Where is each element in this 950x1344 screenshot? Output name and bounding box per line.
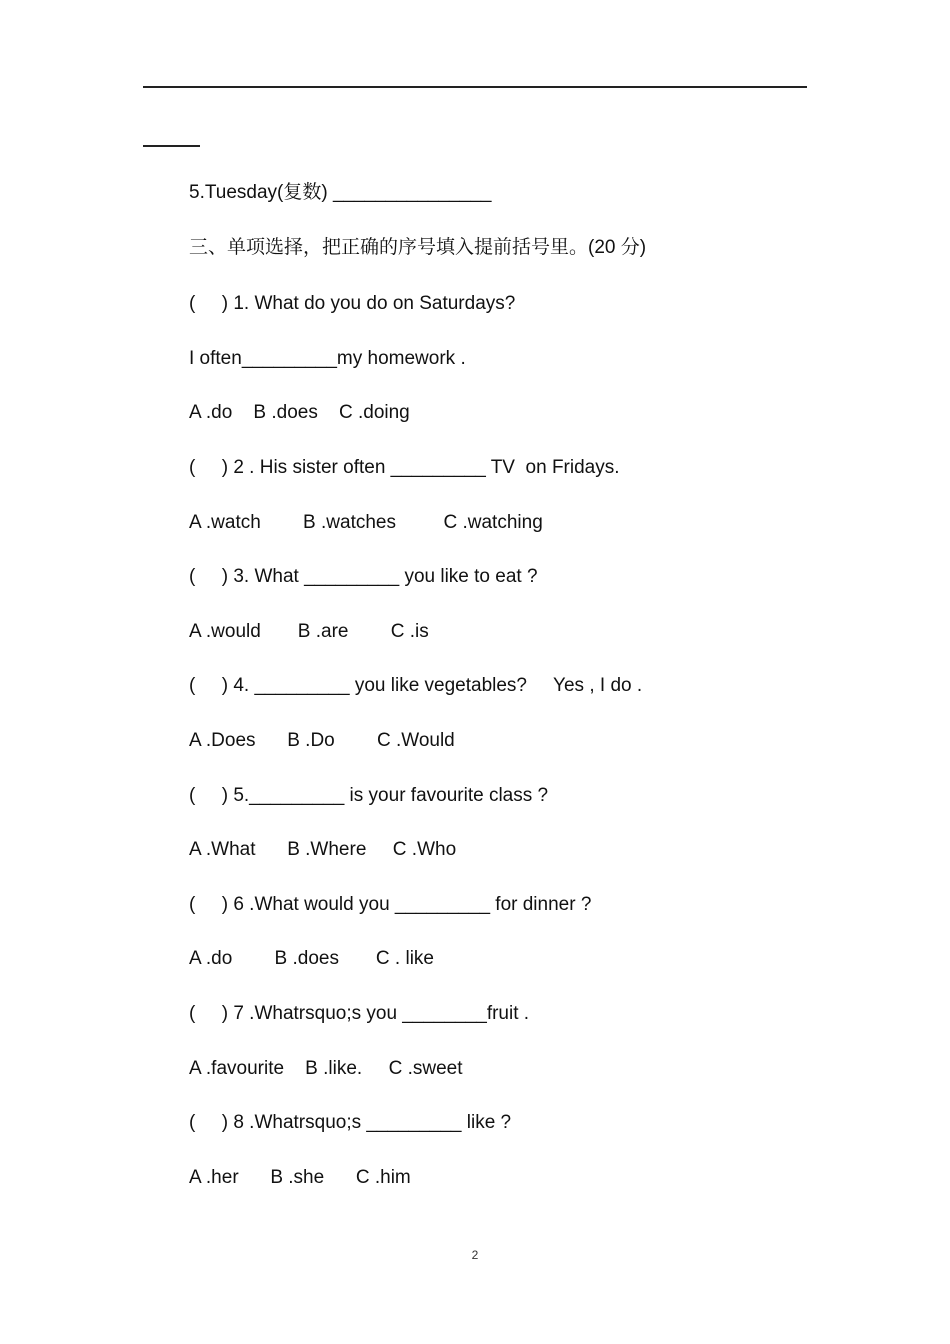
question-4-options: A .Does B .Do C .Would [189,730,455,751]
question-6-options: A .do B .does C . like [189,948,434,969]
page-number: 2 [471,1248,479,1262]
answer-line-continuation [143,145,200,147]
question-3-options: A .would B .are C .is [189,621,429,642]
question-8: ( ) 8 .Whatrsquo;s _________ like ? [189,1112,512,1133]
fill-item-5: 5.Tuesday(复数) _______________ [189,182,492,203]
question-1-answer-line: I often_________my homework . [189,348,466,369]
question-2: ( ) 2 . His sister often _________ TV on Fridays. [189,457,620,478]
answer-line [143,86,807,88]
question-5-options: A .What B .Where C .Who [189,839,457,860]
question-7: ( ) 7 .Whatrsquo;s you ________fruit . [189,1003,530,1024]
section-heading: 三、单项选择，把正确的序号填入提前括号里。(20 分) [189,237,647,258]
question-2-options: A .watch B .watches C .watching [189,512,543,533]
question-8-options: A .her B .she C .him [189,1167,411,1188]
question-5: ( ) 5._________ is your favourite class ? [189,785,549,806]
question-6: ( ) 6 .What would you _________ for dinner ? [189,894,592,915]
question-4: ( ) 4. _________ you like vegetables? Yes , I do . [189,675,643,696]
question-1-options: A .do B .does C .doing [189,402,410,423]
question-1: ( ) 1. What do you do on Saturdays? [189,293,516,314]
question-3: ( ) 3. What _________ you like to eat ? [189,566,538,587]
question-7-options: A .favourite B .like. C .sweet [189,1058,463,1079]
